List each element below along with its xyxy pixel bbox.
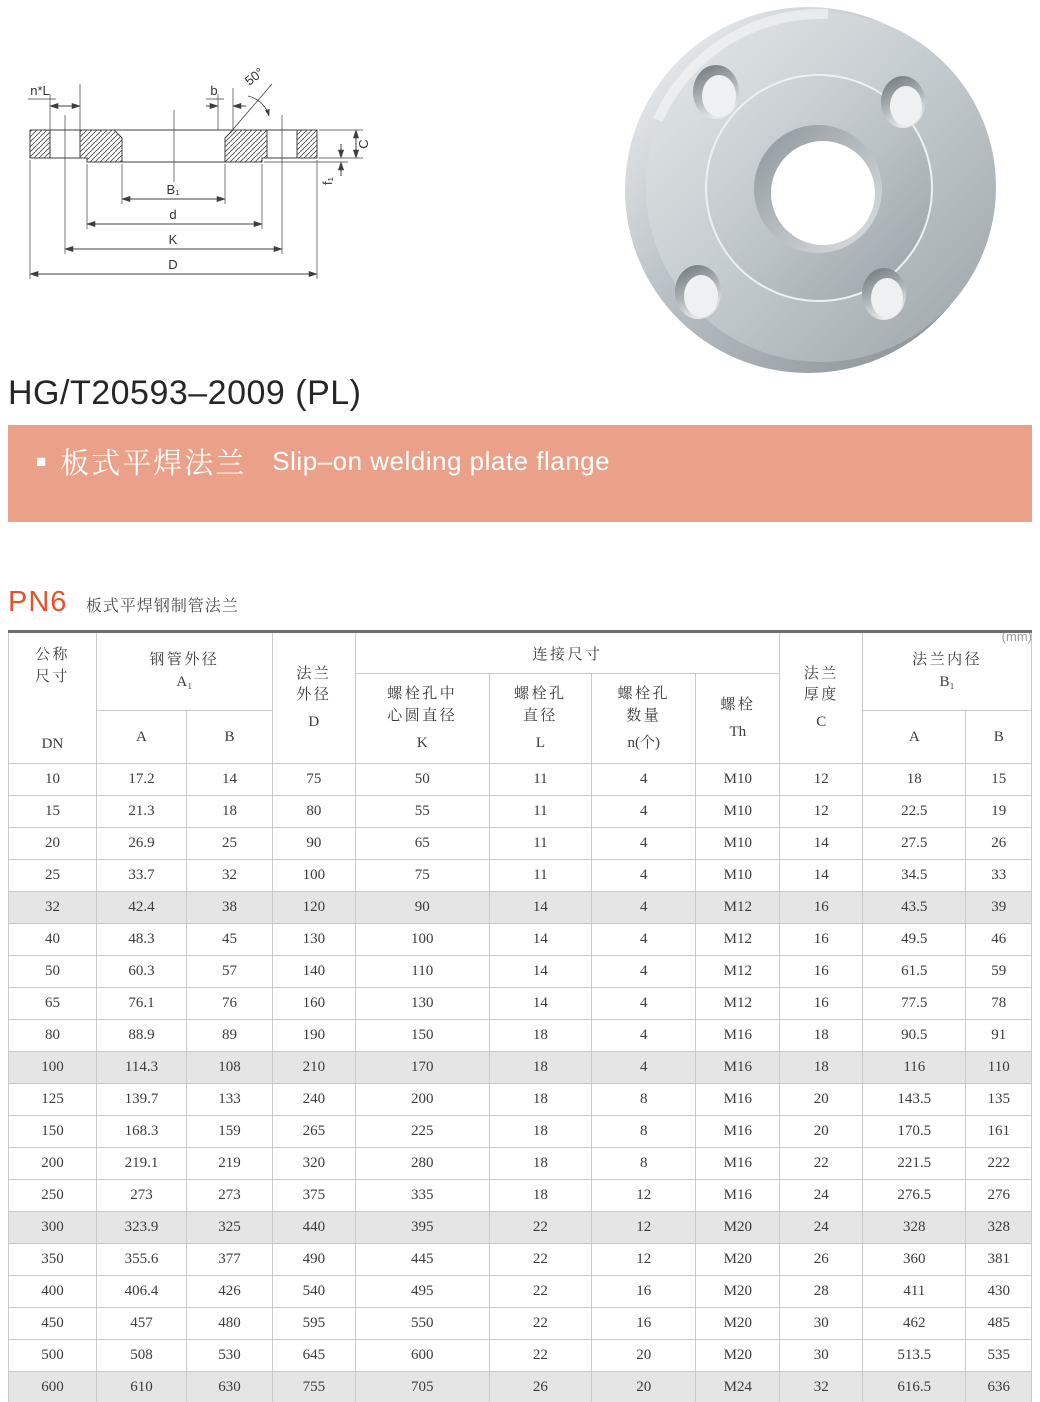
table-cell: 513.5 — [863, 1340, 966, 1372]
table-cell: 335 — [355, 1180, 489, 1212]
flange-bore — [771, 141, 875, 245]
table-cell: 18 — [489, 1052, 591, 1084]
table-cell: 110 — [355, 956, 489, 988]
table-cell: 30 — [780, 1340, 863, 1372]
table-cell: 355.6 — [96, 1244, 186, 1276]
product-name-cn: 板式平焊法兰 — [60, 448, 247, 480]
table-cell: 221.5 — [863, 1148, 966, 1180]
flange-photo — [588, 0, 1040, 378]
table-cell: M24 — [696, 1372, 780, 1402]
table-cell: 12 — [592, 1180, 696, 1212]
table-cell: 18 — [489, 1148, 591, 1180]
table-cell: 300 — [9, 1212, 97, 1244]
table-cell: 22 — [489, 1276, 591, 1308]
table-cell: 14 — [780, 828, 863, 860]
table-cell: 16 — [780, 988, 863, 1020]
table-cell: 190 — [272, 1020, 355, 1052]
table-cell: 75 — [355, 860, 489, 892]
table-cell: 18 — [489, 1180, 591, 1212]
table-cell: 381 — [966, 1244, 1032, 1276]
table-cell: 75 — [272, 764, 355, 796]
table-cell: 65 — [9, 988, 97, 1020]
table-cell: 595 — [272, 1308, 355, 1340]
table-cell: 22 — [489, 1244, 591, 1276]
table-cell: 15 — [9, 796, 97, 828]
col-header-pipe-od-a: A — [96, 711, 186, 764]
table-cell: 219 — [186, 1148, 272, 1180]
table-cell: 22 — [780, 1148, 863, 1180]
table-cell: M20 — [696, 1308, 780, 1340]
table-cell: 80 — [272, 796, 355, 828]
col-header-bore-a: A — [863, 711, 966, 764]
table-cell: 32 — [780, 1372, 863, 1402]
table-cell: 18 — [489, 1116, 591, 1148]
thickness-symbol: C — [816, 714, 827, 730]
page-title: HG/T20593–2009 (PL) — [8, 374, 362, 412]
table-cell: 140 — [272, 956, 355, 988]
table-cell: 377 — [186, 1244, 272, 1276]
table-cell: 462 — [863, 1308, 966, 1340]
table-cell: 116 — [863, 1052, 966, 1084]
table-cell: 8 — [592, 1084, 696, 1116]
table-cell: 550 — [355, 1308, 489, 1340]
table-row — [9, 1148, 1032, 1180]
table-cell: 49.5 — [863, 924, 966, 956]
table-cell: 18 — [489, 1084, 591, 1116]
table-cell: 630 — [186, 1372, 272, 1402]
table-cell: 530 — [186, 1340, 272, 1372]
table-cell: 12 — [780, 796, 863, 828]
table-row — [9, 1084, 1032, 1116]
table-cell: 150 — [355, 1020, 489, 1052]
table-cell: 400 — [9, 1276, 97, 1308]
table-row — [9, 988, 1032, 1020]
table-cell: 159 — [186, 1116, 272, 1148]
table-cell: 19 — [966, 796, 1032, 828]
table-cell: 22 — [489, 1212, 591, 1244]
table-cell: 161 — [966, 1116, 1032, 1148]
pipe-od-group-label: 钢管外径 — [149, 651, 220, 668]
table-cell: M12 — [696, 988, 780, 1020]
table-cell: 50 — [9, 956, 97, 988]
table-cell: 27.5 — [863, 828, 966, 860]
table-cell: M16 — [696, 1180, 780, 1212]
col-header-flange-od — [272, 632, 355, 764]
table-cell: 25 — [9, 860, 97, 892]
table-cell: 535 — [966, 1340, 1032, 1372]
table-cell: 61.5 — [863, 956, 966, 988]
table-cell: 150 — [9, 1116, 97, 1148]
table-cell: 65 — [355, 828, 489, 860]
table-cell: 616.5 — [863, 1372, 966, 1402]
table-cell: 4 — [592, 924, 696, 956]
table-cell: 33 — [966, 860, 1032, 892]
table-cell: 14 — [489, 988, 591, 1020]
table-cell: 12 — [592, 1212, 696, 1244]
table-cell: M10 — [696, 796, 780, 828]
dn-symbol: DN — [41, 736, 64, 752]
table-cell: 265 — [272, 1116, 355, 1148]
table-cell: 14 — [489, 924, 591, 956]
table-cell: 350 — [9, 1244, 97, 1276]
table-cell: 25 — [186, 828, 272, 860]
col-header-n: 螺栓孔 数量 n(个) — [592, 674, 696, 764]
table-cell: 46 — [966, 924, 1032, 956]
table-cell: 40 — [9, 924, 97, 956]
table-cell: 22 — [489, 1308, 591, 1340]
table-cell: 39 — [966, 892, 1032, 924]
dim-label-angle: 50° — [241, 64, 267, 89]
flange-od-symbol: D — [308, 714, 320, 730]
table-cell: M16 — [696, 1148, 780, 1180]
table-cell: 170 — [355, 1052, 489, 1084]
table-cell: 225 — [355, 1116, 489, 1148]
table-cell: 34.5 — [863, 860, 966, 892]
table-cell: 18 — [863, 764, 966, 796]
col-header-k: 螺栓孔中 心圆直径 K — [355, 674, 489, 764]
flange-od-group-label: 法兰外径 — [296, 665, 332, 704]
table-cell: 114.3 — [96, 1052, 186, 1084]
table-row — [9, 1308, 1032, 1340]
table-cell: 495 — [355, 1276, 489, 1308]
table-cell: 610 — [96, 1372, 186, 1402]
table-cell: M12 — [696, 956, 780, 988]
table-cell: 4 — [592, 860, 696, 892]
table-cell: 440 — [272, 1212, 355, 1244]
table-cell: 16 — [592, 1308, 696, 1340]
table-row — [9, 924, 1032, 956]
table-cell: 219.1 — [96, 1148, 186, 1180]
dim-label-nl: n*L — [30, 83, 50, 98]
table-cell: 16 — [780, 956, 863, 988]
spec-table-head — [9, 632, 1032, 764]
table-cell: 80 — [9, 1020, 97, 1052]
table-cell: 8 — [592, 1116, 696, 1148]
table-cell: 4 — [592, 1020, 696, 1052]
col-header-pipe-od — [96, 632, 272, 711]
bore-symbol: B₁ — [939, 673, 955, 690]
table-cell: 12 — [592, 1244, 696, 1276]
table-row — [9, 1244, 1032, 1276]
table-cell: 250 — [9, 1180, 97, 1212]
dim-label-b: b — [210, 83, 218, 98]
table-row — [9, 1340, 1032, 1372]
table-cell: 32 — [9, 892, 97, 924]
table-cell: 323.9 — [96, 1212, 186, 1244]
table-cell: 4 — [592, 1052, 696, 1084]
table-cell: 24 — [780, 1180, 863, 1212]
spec-table-container — [8, 630, 1032, 1402]
table-cell: 76.1 — [96, 988, 186, 1020]
table-cell: M16 — [696, 1020, 780, 1052]
table-cell: 143.5 — [863, 1084, 966, 1116]
table-cell: 11 — [489, 860, 591, 892]
table-cell: 600 — [355, 1340, 489, 1372]
table-cell: 26.9 — [96, 828, 186, 860]
table-cell: 755 — [272, 1372, 355, 1402]
table-cell: 600 — [9, 1372, 97, 1402]
table-cell: 11 — [489, 764, 591, 796]
dim-label-d: d — [169, 207, 177, 222]
table-cell: 22 — [489, 1340, 591, 1372]
dim-label-b1: B₁ — [166, 182, 180, 197]
table-cell: 38 — [186, 892, 272, 924]
table-cell: M12 — [696, 924, 780, 956]
table-cell: 45 — [186, 924, 272, 956]
table-cell: 8 — [592, 1148, 696, 1180]
table-row — [9, 1276, 1032, 1308]
table-cell: 240 — [272, 1084, 355, 1116]
table-cell: 273 — [186, 1180, 272, 1212]
table-cell: M16 — [696, 1052, 780, 1084]
table-row — [9, 796, 1032, 828]
table-cell: 168.3 — [96, 1116, 186, 1148]
table-cell: 16 — [780, 892, 863, 924]
spec-table — [8, 630, 1032, 1402]
table-cell: 42.4 — [96, 892, 186, 924]
table-cell: 645 — [272, 1340, 355, 1372]
spec-table-body — [9, 764, 1032, 1402]
table-cell: 55 — [355, 796, 489, 828]
table-cell: 273 — [96, 1180, 186, 1212]
section-subtitle: 板式平焊钢制管法兰 — [85, 598, 239, 615]
col-header-pipe-od-b: B — [186, 711, 272, 764]
table-cell: M10 — [696, 860, 780, 892]
table-cell: 4 — [592, 892, 696, 924]
table-cell: 360 — [863, 1244, 966, 1276]
table-cell: 26 — [966, 828, 1032, 860]
table-cell: 10 — [9, 764, 97, 796]
table-row — [9, 1020, 1032, 1052]
table-cell: 276 — [966, 1180, 1032, 1212]
table-cell: 90 — [272, 828, 355, 860]
table-cell: M20 — [696, 1340, 780, 1372]
table-cell: 18 — [780, 1052, 863, 1084]
table-row — [9, 1212, 1032, 1244]
table-cell: 60.3 — [96, 956, 186, 988]
table-row — [9, 1180, 1032, 1212]
table-cell: 4 — [592, 988, 696, 1020]
table-cell: 4 — [592, 764, 696, 796]
table-cell: 20 — [780, 1116, 863, 1148]
table-cell: 100 — [9, 1052, 97, 1084]
table-cell: 125 — [9, 1084, 97, 1116]
table-cell: 30 — [780, 1308, 863, 1340]
table-cell: 18 — [489, 1020, 591, 1052]
dim-label-c: C — [356, 139, 371, 149]
table-cell: 57 — [186, 956, 272, 988]
table-cell: 200 — [9, 1148, 97, 1180]
col-header-bore-b: B — [966, 711, 1032, 764]
table-cell: 4 — [592, 956, 696, 988]
table-cell: 450 — [9, 1308, 97, 1340]
table-cell: 508 — [96, 1340, 186, 1372]
pipe-od-symbol: A₁ — [176, 673, 193, 690]
table-cell: 20 — [9, 828, 97, 860]
table-cell: 490 — [272, 1244, 355, 1276]
table-cell: 328 — [966, 1212, 1032, 1244]
table-cell: 18 — [780, 1020, 863, 1052]
table-cell: 76 — [186, 988, 272, 1020]
table-cell: 135 — [966, 1084, 1032, 1116]
table-cell: 43.5 — [863, 892, 966, 924]
table-cell: 14 — [186, 764, 272, 796]
table-cell: 222 — [966, 1148, 1032, 1180]
table-cell: 17.2 — [96, 764, 186, 796]
table-cell: 18 — [186, 796, 272, 828]
table-cell: 210 — [272, 1052, 355, 1084]
product-name-en: Slip–on welding plate flange — [272, 446, 611, 476]
table-cell: 485 — [966, 1308, 1032, 1340]
col-header-thickness — [780, 632, 863, 764]
table-row — [9, 764, 1032, 796]
table-cell: M10 — [696, 764, 780, 796]
table-cell: M16 — [696, 1084, 780, 1116]
table-cell: 16 — [592, 1276, 696, 1308]
table-cell: 325 — [186, 1212, 272, 1244]
table-cell: 320 — [272, 1148, 355, 1180]
table-cell: 280 — [355, 1148, 489, 1180]
table-cell: 411 — [863, 1276, 966, 1308]
table-cell: 500 — [9, 1340, 97, 1372]
table-cell: 90 — [355, 892, 489, 924]
table-cell: 21.3 — [96, 796, 186, 828]
table-cell: 20 — [780, 1084, 863, 1116]
dim-label-f1: f₁ — [320, 177, 335, 185]
col-header-connection — [355, 632, 780, 674]
connection-group-label: 连接尺寸 — [532, 646, 603, 663]
table-cell: 4 — [592, 828, 696, 860]
table-row — [9, 1116, 1032, 1148]
table-cell: 20 — [592, 1372, 696, 1402]
square-bullet-icon: ■ — [36, 452, 47, 471]
table-cell: 14 — [489, 892, 591, 924]
flange-cross-section-drawing — [10, 42, 400, 300]
table-cell: 120 — [272, 892, 355, 924]
table-cell: 200 — [355, 1084, 489, 1116]
table-cell: 77.5 — [863, 988, 966, 1020]
table-cell: M20 — [696, 1244, 780, 1276]
table-cell: 14 — [489, 956, 591, 988]
table-cell: 100 — [355, 924, 489, 956]
table-cell: 26 — [489, 1372, 591, 1402]
table-cell: 133 — [186, 1084, 272, 1116]
table-cell: 130 — [355, 988, 489, 1020]
table-cell: 15 — [966, 764, 1032, 796]
table-cell: 328 — [863, 1212, 966, 1244]
section-header — [8, 586, 1032, 644]
table-cell: 88.9 — [96, 1020, 186, 1052]
table-row — [9, 1052, 1032, 1084]
table-cell: 28 — [780, 1276, 863, 1308]
table-cell: 50 — [355, 764, 489, 796]
col-header-bore — [863, 632, 1032, 711]
table-cell: 457 — [96, 1308, 186, 1340]
table-cell: 91 — [966, 1020, 1032, 1052]
col-header-l: 螺栓孔 直径 L — [489, 674, 591, 764]
table-cell: 11 — [489, 796, 591, 828]
col-header-th: 螺栓 Th — [696, 674, 780, 764]
thickness-group-label: 法兰厚度 — [803, 665, 839, 704]
table-cell: 22.5 — [863, 796, 966, 828]
table-row — [9, 1372, 1032, 1402]
table-cell: 540 — [272, 1276, 355, 1308]
bore-group-label: 法兰内径 — [912, 651, 983, 668]
table-cell: M20 — [696, 1276, 780, 1308]
table-cell: 705 — [355, 1372, 489, 1402]
table-cell: 108 — [186, 1052, 272, 1084]
table-cell: 170.5 — [863, 1116, 966, 1148]
dim-label-k: K — [168, 232, 178, 247]
table-cell: M12 — [696, 892, 780, 924]
table-cell: 480 — [186, 1308, 272, 1340]
table-cell: M10 — [696, 828, 780, 860]
table-row — [9, 860, 1032, 892]
table-cell: 430 — [966, 1276, 1032, 1308]
table-cell: 395 — [355, 1212, 489, 1244]
table-cell: 139.7 — [96, 1084, 186, 1116]
table-cell: 59 — [966, 956, 1032, 988]
table-cell: 11 — [489, 828, 591, 860]
table-cell: 130 — [272, 924, 355, 956]
table-row — [9, 956, 1032, 988]
table-cell: 32 — [186, 860, 272, 892]
col-header-dn — [9, 632, 97, 764]
table-cell: 16 — [780, 924, 863, 956]
pressure-rating-code: PN6 — [8, 586, 68, 618]
table-cell: 426 — [186, 1276, 272, 1308]
table-cell: 375 — [272, 1180, 355, 1212]
table-cell: 24 — [780, 1212, 863, 1244]
table-cell: 636 — [966, 1372, 1032, 1402]
dn-group-label: 公称尺寸 — [34, 647, 70, 685]
product-banner — [8, 425, 1032, 522]
table-cell: 110 — [966, 1052, 1032, 1084]
table-cell: 78 — [966, 988, 1032, 1020]
table-cell: 4 — [592, 796, 696, 828]
table-cell: 26 — [780, 1244, 863, 1276]
table-cell: 12 — [780, 764, 863, 796]
table-cell: M20 — [696, 1212, 780, 1244]
table-cell: 48.3 — [96, 924, 186, 956]
table-cell: 100 — [272, 860, 355, 892]
unit-note: (mm) — [1001, 629, 1032, 644]
table-cell: 406.4 — [96, 1276, 186, 1308]
table-cell: 20 — [592, 1340, 696, 1372]
table-cell: 89 — [186, 1020, 272, 1052]
table-row — [9, 892, 1032, 924]
table-cell: 14 — [780, 860, 863, 892]
table-cell: 33.7 — [96, 860, 186, 892]
table-cell: 445 — [355, 1244, 489, 1276]
table-cell: 276.5 — [863, 1180, 966, 1212]
table-row — [9, 828, 1032, 860]
dim-label-big-d: D — [168, 257, 178, 272]
table-cell: 160 — [272, 988, 355, 1020]
table-cell: M16 — [696, 1116, 780, 1148]
table-cell: 90.5 — [863, 1020, 966, 1052]
